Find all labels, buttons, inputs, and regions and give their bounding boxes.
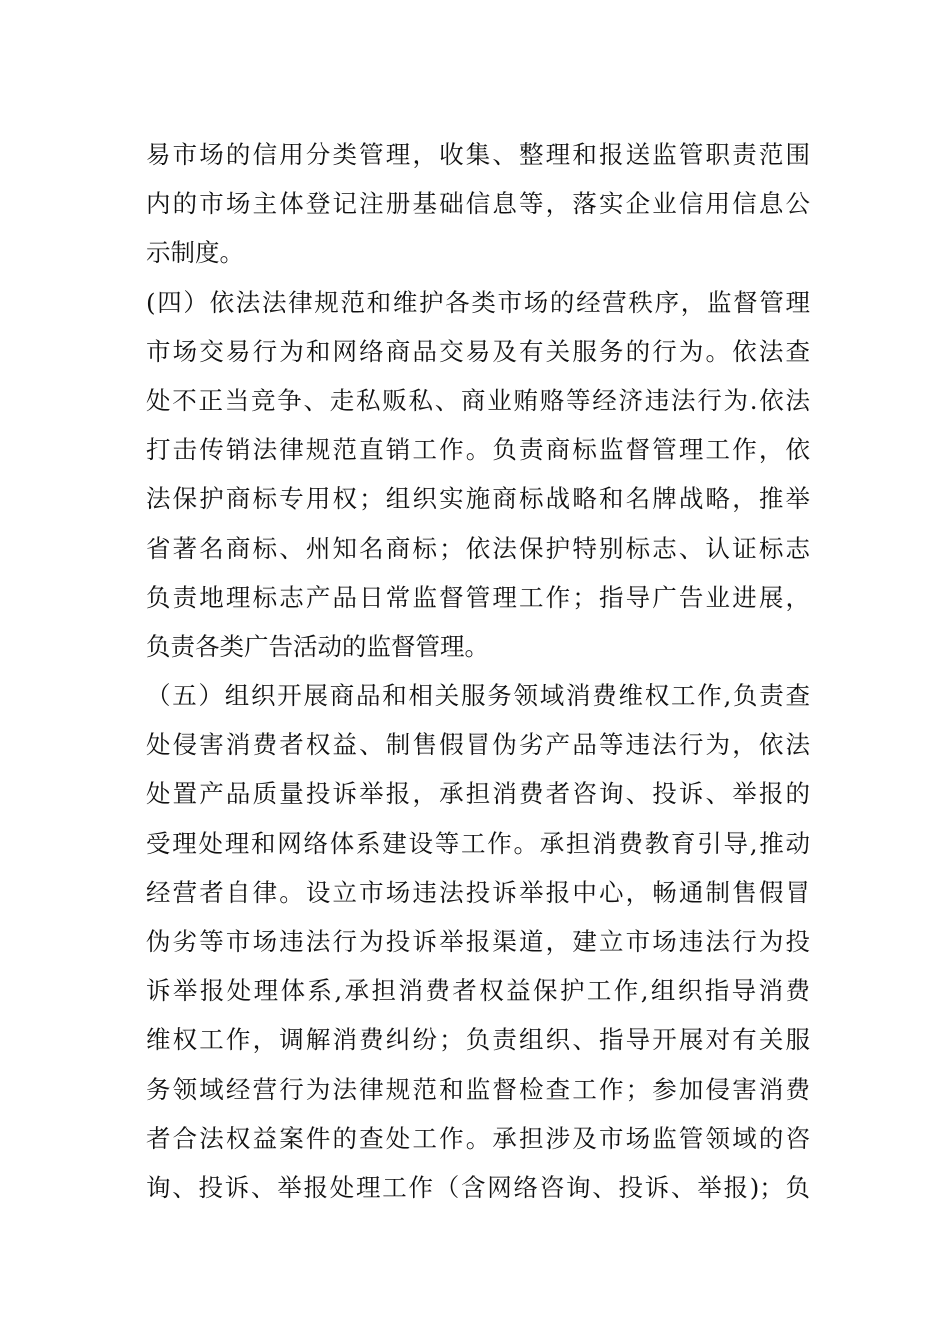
text-line: 市场交易行为和网络商品交易及有关服务的行为。依法查	[146, 336, 810, 366]
text-line: 经营者自律。设立市场违法投诉举报中心，畅通制售假冒	[146, 877, 810, 907]
text-line: 处不正当竞争、走私贩私、商业贿赂等经济违法行为.依法	[146, 385, 810, 415]
text-line: 诉举报处理体系,承担消费者权益保护工作,组织指导消费	[146, 976, 810, 1006]
text-line: （五）组织开展商品和相关服务领域消费维权工作,负责查	[146, 681, 810, 711]
text-line: 受理处理和网络体系建设等工作。承担消费教育引导,推动	[146, 828, 810, 858]
text-line: 者合法权益案件的查处工作。承担涉及市场监管领域的咨	[146, 1123, 810, 1153]
text-line: 维权工作，调解消费纠纷；负责组织、指导开展对有关服	[146, 1025, 810, 1055]
text-line: (四）依法法律规范和维护各类市场的经营秩序，监督管理	[146, 287, 810, 317]
text-line: 负责各类广告活动的监督管理。	[146, 631, 489, 661]
text-line: 伪劣等市场违法行为投诉举报渠道，建立市场违法行为投	[146, 927, 810, 956]
text-line: 内的市场主体登记注册基础信息等，落实企业信用信息公	[146, 189, 810, 219]
text-line: 示制度。	[146, 238, 244, 268]
text-line: 务领域经营行为法律规范和监督检查工作；参加侵害消费	[146, 1074, 810, 1104]
text-line: 负责地理标志产品日常监督管理工作；指导广告业进展，	[146, 582, 810, 612]
text-line: 法保护商标专用权；组织实施商标战略和名牌战略，推举	[146, 484, 810, 514]
text-line: 询、投诉、举报处理工作（含网络咨询、投诉、举报)；负	[146, 1172, 810, 1202]
text-line: 打击传销法律规范直销工作。负责商标监督管理工作，依	[146, 435, 810, 465]
text-line: 处侵害消费者权益、制售假冒伪劣产品等违法行为，依法	[146, 730, 810, 760]
text-line: 易市场的信用分类管理，收集、整理和报送监管职责范围	[146, 140, 810, 169]
document-body	[146, 130, 810, 1212]
text-line: 省著名商标、州知名商标；依法保护特别标志、认证标志	[146, 533, 810, 563]
text-line: 处置产品质量投诉举报，承担消费者咨询、投诉、举报的	[146, 779, 810, 809]
